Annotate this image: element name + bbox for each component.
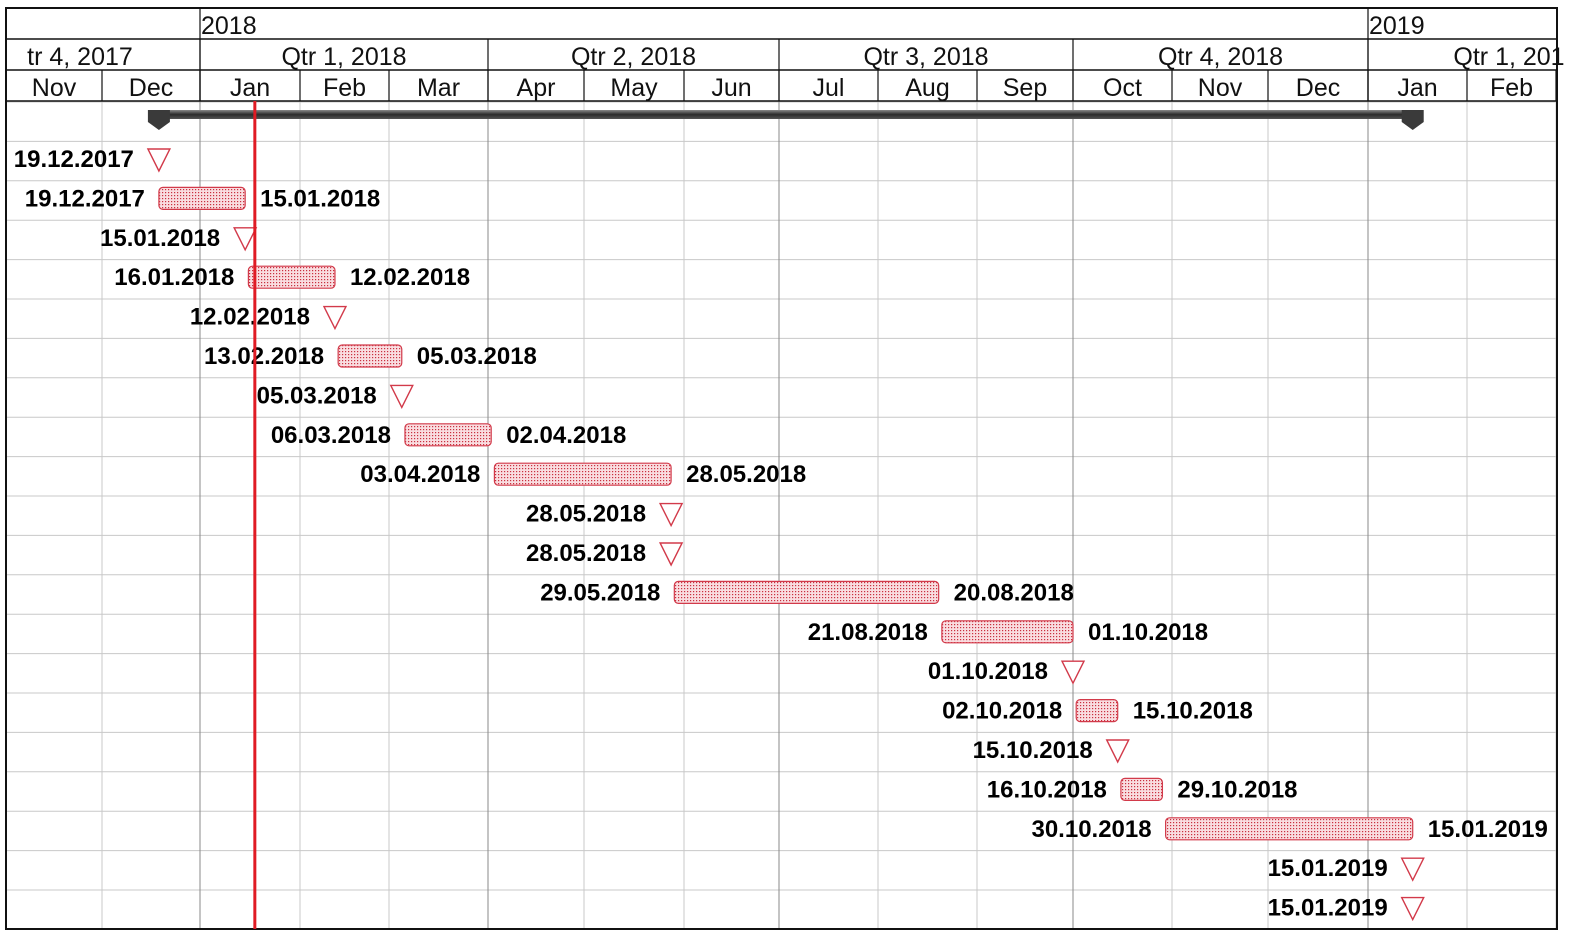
month-label: Nov xyxy=(1197,74,1243,102)
month-label: Feb xyxy=(1489,74,1534,102)
task-end-label: 20.08.2018 xyxy=(953,579,1074,607)
quarter-label: Qtr 2, 2018 xyxy=(570,43,697,71)
task-start-label: 16.10.2018 xyxy=(986,776,1107,804)
milestone-marker xyxy=(391,385,413,407)
task-end-label: 29.10.2018 xyxy=(1177,776,1298,804)
task-bar xyxy=(1121,778,1163,800)
milestone-marker xyxy=(1062,661,1084,683)
milestone-marker xyxy=(1107,740,1129,762)
milestone-marker xyxy=(1402,898,1424,920)
milestone-label: 15.01.2019 xyxy=(1267,894,1388,922)
month-label: Dec xyxy=(1295,74,1341,102)
task-end-label: 05.03.2018 xyxy=(416,343,537,370)
task-start-label: 19.12.2017 xyxy=(24,185,145,213)
task-start-label: 16.01.2018 xyxy=(114,264,235,292)
task-start-label: 03.04.2018 xyxy=(360,461,481,489)
milestone-marker xyxy=(148,149,170,171)
quarter-label: Qtr 4, 2018 xyxy=(1157,43,1284,71)
milestone-label: 19.12.2017 xyxy=(13,146,134,173)
task-layer xyxy=(14,101,1548,929)
quarter-label: Qtr 1, 201 xyxy=(1453,43,1565,71)
task-bar xyxy=(942,621,1073,643)
task-bar xyxy=(674,581,938,603)
task-start-label: 06.03.2018 xyxy=(270,421,391,449)
milestone-marker xyxy=(660,504,682,526)
task-start-label: 21.08.2018 xyxy=(807,618,928,646)
month-label: Sep xyxy=(1002,74,1048,102)
summary-end-cap xyxy=(1402,110,1424,130)
task-start-label: 02.10.2018 xyxy=(942,697,1063,725)
task-end-label: 15.10.2018 xyxy=(1132,697,1253,725)
year-label: 2018 xyxy=(201,12,257,40)
month-label: May xyxy=(610,74,658,102)
grid-layer xyxy=(6,101,1557,929)
milestone-label: 01.10.2018 xyxy=(927,658,1048,686)
task-end-label: 15.01.2018 xyxy=(260,185,381,213)
task-end-label: 01.10.2018 xyxy=(1088,618,1209,646)
month-label: Jul xyxy=(812,74,845,102)
task-bar xyxy=(1076,700,1118,722)
month-label: Apr xyxy=(516,74,556,102)
summary-start-cap xyxy=(148,110,170,130)
year-label: 2019 xyxy=(1369,12,1425,40)
task-bar xyxy=(338,345,402,367)
month-label: Nov xyxy=(31,74,77,102)
task-bar xyxy=(494,463,671,485)
milestone-label: 15.01.2019 xyxy=(1267,855,1388,883)
task-bar xyxy=(405,424,491,446)
task-start-label: 29.05.2018 xyxy=(540,579,661,607)
task-end-label: 28.05.2018 xyxy=(686,461,807,489)
milestone-marker xyxy=(1402,858,1424,880)
task-end-label: 15.01.2019 xyxy=(1427,815,1548,843)
milestone-label: 28.05.2018 xyxy=(525,500,647,528)
milestone-marker xyxy=(234,228,256,250)
task-start-label: 13.02.2018 xyxy=(204,343,325,370)
task-end-label: 12.02.2018 xyxy=(349,264,471,292)
task-end-label: 02.04.2018 xyxy=(506,421,627,449)
task-bar xyxy=(248,266,335,288)
month-label: Aug xyxy=(905,74,950,102)
task-start-label: 30.10.2018 xyxy=(1031,815,1152,843)
month-label: Mar xyxy=(416,74,461,102)
quarter-label: Qtr 1, 2018 xyxy=(281,43,407,71)
month-label: Oct xyxy=(1103,74,1142,102)
milestone-marker xyxy=(660,543,682,565)
month-label: Jun xyxy=(711,74,752,102)
month-label: Jan xyxy=(229,74,271,102)
milestone-label: 28.05.2018 xyxy=(525,540,647,567)
quarter-label: Qtr 3, 2018 xyxy=(863,43,989,71)
month-label: Jan xyxy=(1397,74,1438,102)
month-label: Feb xyxy=(322,74,367,102)
task-bar xyxy=(159,187,245,209)
milestone-label: 15.01.2018 xyxy=(100,224,221,252)
milestone-label: 12.02.2018 xyxy=(189,303,310,331)
milestone-label: 15.10.2018 xyxy=(972,737,1093,764)
task-bar xyxy=(1166,818,1413,840)
month-label: Dec xyxy=(128,74,174,102)
milestone-label: 05.03.2018 xyxy=(256,382,377,410)
summary-bar xyxy=(159,110,1413,119)
milestone-marker xyxy=(324,307,346,329)
quarter-label: tr 4, 2017 xyxy=(27,43,133,71)
